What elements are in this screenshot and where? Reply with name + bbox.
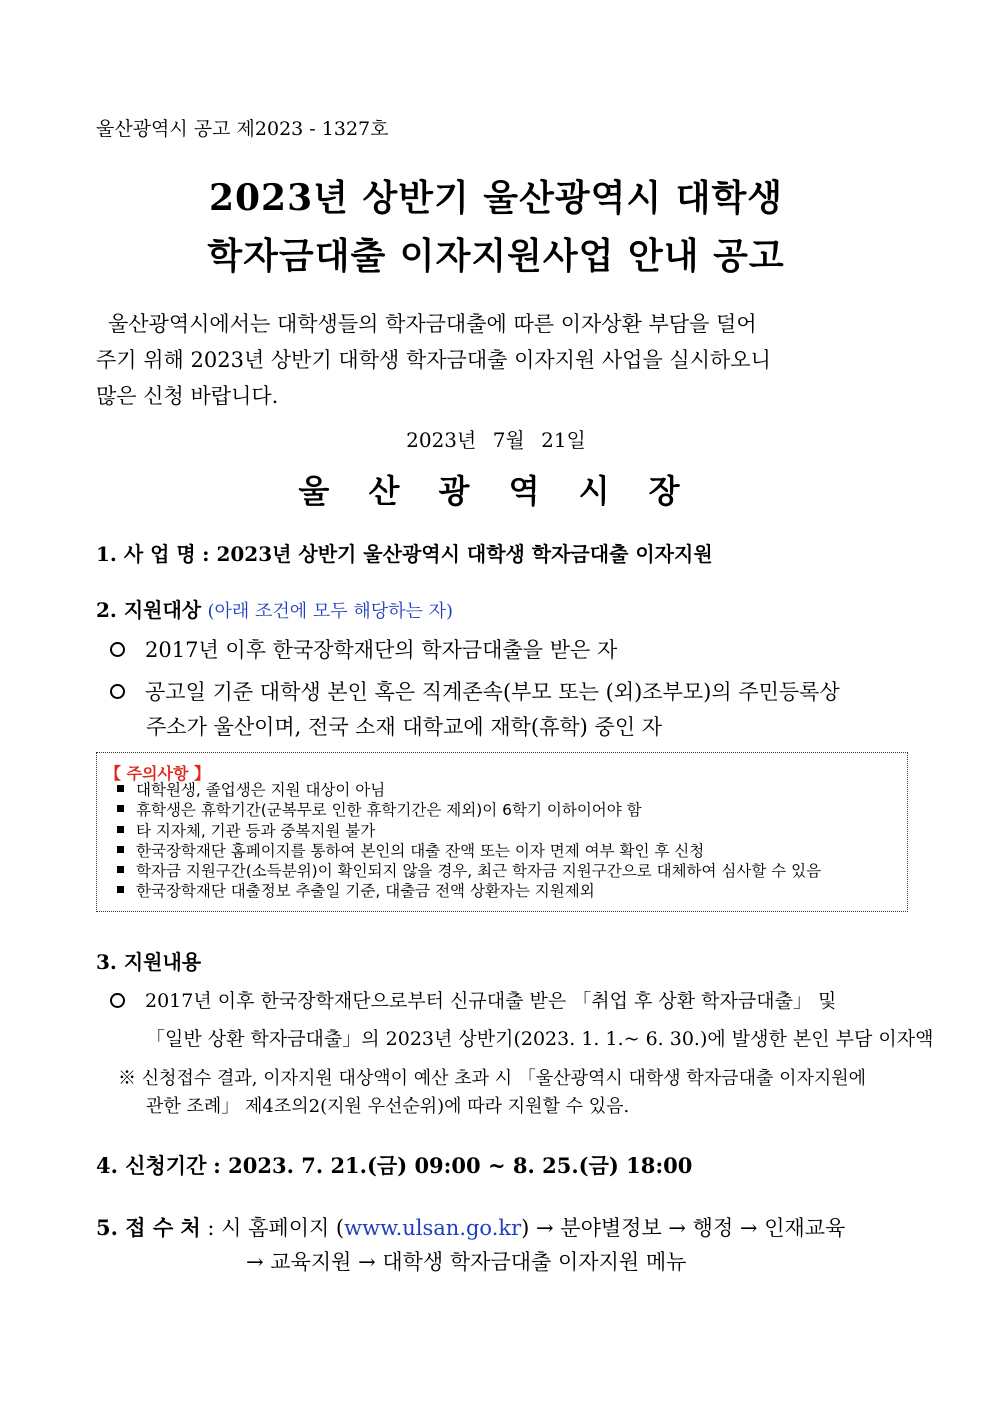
square-bullet-icon: [117, 826, 124, 833]
intro-line-2: 주기 위해 2023년 상반기 대학생 학자금대출 이자지원 사업을 실시하오니: [96, 348, 771, 372]
support-content-text: 2017년 이후 한국장학재단으로부터 신규대출 받은 「취업 후 상환 학자금대출」 및: [145, 990, 837, 1012]
circle-bullet-icon: [110, 642, 125, 657]
caution-heading: 【 주의사항 】: [105, 764, 210, 783]
list-item: 휴학생은 휴학기간(군복무로 인한 휴학기간은 제외)이 6학기 이하이어야 함: [117, 800, 821, 820]
section-application-period: [96, 1150, 692, 1180]
homepage-link[interactable]: www.ulsan.go.kr: [344, 1216, 522, 1240]
list-item: 학자금 지원구간(소득분위)이 확인되지 않을 경우, 최근 학자금 지원구간으로 대체하여 심사할 수 있음: [117, 861, 821, 881]
section3-label: 3. 지원내용: [96, 950, 202, 974]
reference-note-line2: 관한 조례」 제4조의2(지원 우선순위)에 따라 지원할 수 있음.: [146, 1096, 630, 1117]
section5-prefix: : 시 홈페이지 (: [207, 1216, 345, 1240]
list-item: 한국장학재단 홈페이지를 통하여 본인의 대출 잔액 또는 이자 면제 여부 확인 후 신청: [117, 841, 821, 861]
square-bullet-icon: [117, 866, 124, 873]
section2-note: (아래 조건에 모두 해당하는 자): [207, 601, 454, 622]
caution-list: [117, 780, 821, 902]
section1-value: : 2023년 상반기 울산광역시 대학생 학자금대출 이자지원: [202, 542, 713, 566]
square-bullet-icon: [117, 805, 124, 812]
page-title-line2: 학자금대출 이자지원사업 안내 공고: [207, 235, 785, 277]
square-bullet-icon: [117, 846, 124, 853]
eligibility-item-2-continued: 주소가 울산이며, 전국 소재 대학교에 재학(휴학) 중인 자: [146, 715, 663, 739]
circle-bullet-icon: [110, 684, 125, 699]
eligibility-item-1-text: 2017년 이후 한국장학재단의 학자금대출을 받은 자: [145, 638, 618, 662]
list-item: 한국장학재단 대출정보 추출일 기준, 대출금 전액 상환자는 지원제외: [117, 881, 821, 901]
circle-bullet-icon: [110, 993, 125, 1008]
section5-label: 5. 접 수 처: [96, 1215, 201, 1240]
section-application-place: [96, 1212, 845, 1242]
section2-label: 2. 지원대상: [96, 598, 202, 622]
section5-suffix: ) → 분야별정보 → 행정 → 인재교육: [521, 1216, 846, 1240]
notice-number: 울산광역시 공고 제2023 - 1327호: [96, 118, 389, 140]
support-content-continued: 「일반 상환 학자금대출」의 2023년 상반기(2023. 1. 1.~ 6. 30.)에 발생한 본인 부담 이자액: [146, 1028, 934, 1050]
section4-label: 4. 신청기간: [96, 1153, 207, 1178]
section-business-name: [96, 538, 713, 567]
page-title-line1: 2023년 상반기 울산광역시 대학생: [208, 177, 784, 219]
intro-line-3: 많은 신청 바랍니다.: [96, 384, 279, 408]
list-item: 대학원생, 졸업생은 지원 대상이 아님: [117, 780, 821, 800]
square-bullet-icon: [117, 785, 124, 792]
eligibility-item-2: [110, 676, 840, 706]
intro-paragraph: [96, 306, 896, 414]
issuer: 울 산 광 역 시 장: [298, 472, 694, 510]
section-eligibility: [96, 594, 453, 623]
section5-path-line2: → 교육지원 → 대학생 학자금대출 이자지원 메뉴: [246, 1250, 687, 1274]
section1-label: 1. 사 업 명: [96, 542, 196, 566]
intro-line-1: 울산광역시에서는 대학생들의 학자금대출에 따른 이자상환 부담을 덜어: [108, 312, 757, 336]
list-item: 타 지자체, 기관 등과 중복지원 불가: [117, 821, 821, 841]
eligibility-item-1: [110, 634, 617, 664]
eligibility-item-2-text: 공고일 기준 대학생 본인 혹은 직계존속(부모 또는 (외)조부모)의 주민등록상: [145, 680, 840, 704]
reference-note-line1: ※ 신청접수 결과, 이자지원 대상액이 예산 초과 시 「울산광역시 대학생 학자금대출 이자지원에: [118, 1068, 867, 1089]
caution-box: [96, 752, 908, 912]
square-bullet-icon: [117, 886, 124, 893]
support-content-item: [110, 986, 836, 1013]
section-support-content: [96, 946, 201, 975]
section4-value: : 2023. 7. 21.(금) 09:00 ~ 8. 25.(금) 18:00: [213, 1153, 693, 1178]
notice-date: 2023년 7월 21일: [406, 428, 586, 452]
